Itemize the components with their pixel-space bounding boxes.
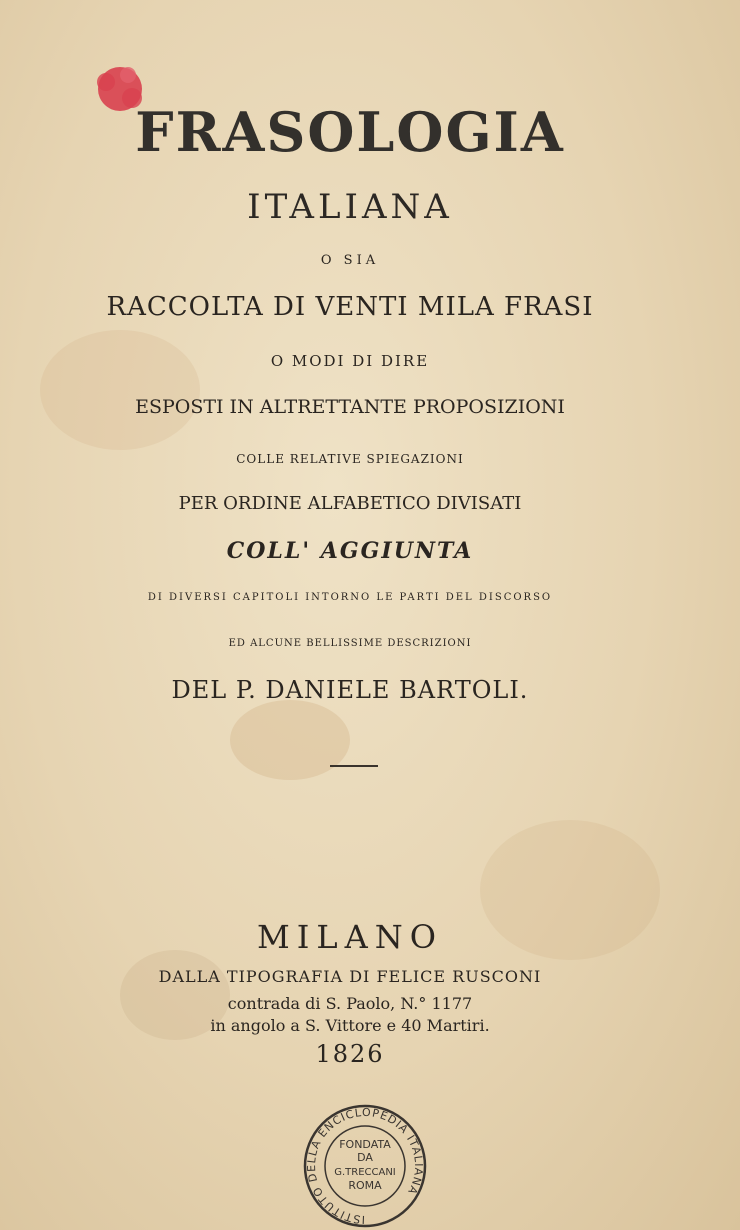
aggiunta-line: COLL' AGGIUNTA (226, 538, 474, 564)
stamp-center-line-1: FONDATA (339, 1138, 391, 1151)
imprint-printer: DALLA TIPOGRAFIA DI FELICE RUSCONI (158, 967, 542, 986)
raccolta-line: RACCOLTA DI VENTI MILA FRASI (106, 292, 594, 322)
esposti-line: ESPOSTI IN ALTRETTANTE PROPOSIZIONI (135, 396, 565, 418)
stamp-center-line-2: DA (357, 1151, 373, 1164)
imprint-address-2: in angolo a S. Vittore e 40 Martiri. (210, 1016, 490, 1035)
treccani-stamp (298, 1102, 432, 1230)
ordine-line: PER ORDINE ALFABETICO DIVISATI (178, 493, 522, 514)
modi-line: O MODI DI DIRE (270, 352, 430, 370)
stamp-center-line-3: G.TRECCANI (334, 1167, 396, 1178)
imprint-address-1: contrada di S. Paolo, N.° 1177 (227, 994, 473, 1013)
connector-line: O SIA (320, 253, 380, 268)
book-subtitle: ITALIANA (247, 187, 453, 227)
paper-stain (40, 330, 200, 450)
colle-line: COLLE RELATIVE SPIEGAZIONI (236, 452, 464, 466)
stamp-center-line-4: ROMA (348, 1179, 382, 1192)
divider-rule (330, 765, 378, 767)
paper-stain (230, 700, 350, 780)
book-title: FRASOLOGIA (135, 100, 565, 164)
capitoli-line: DI DIVERSI CAPITOLI INTORNO LE PARTI DEL DISCORSO (147, 592, 553, 603)
imprint-year: 1826 (315, 1040, 385, 1068)
descrizioni-line: ED ALCUNE BELLISSIME DESCRIZIONI (228, 638, 472, 649)
author-line: DEL P. DANIELE BARTOLI. (171, 676, 529, 704)
stamp-ring-text: ISTITUTO DELLA ENCICLOPEDIA ITALIANA (304, 1105, 426, 1227)
imprint-city: MILANO (257, 918, 443, 956)
